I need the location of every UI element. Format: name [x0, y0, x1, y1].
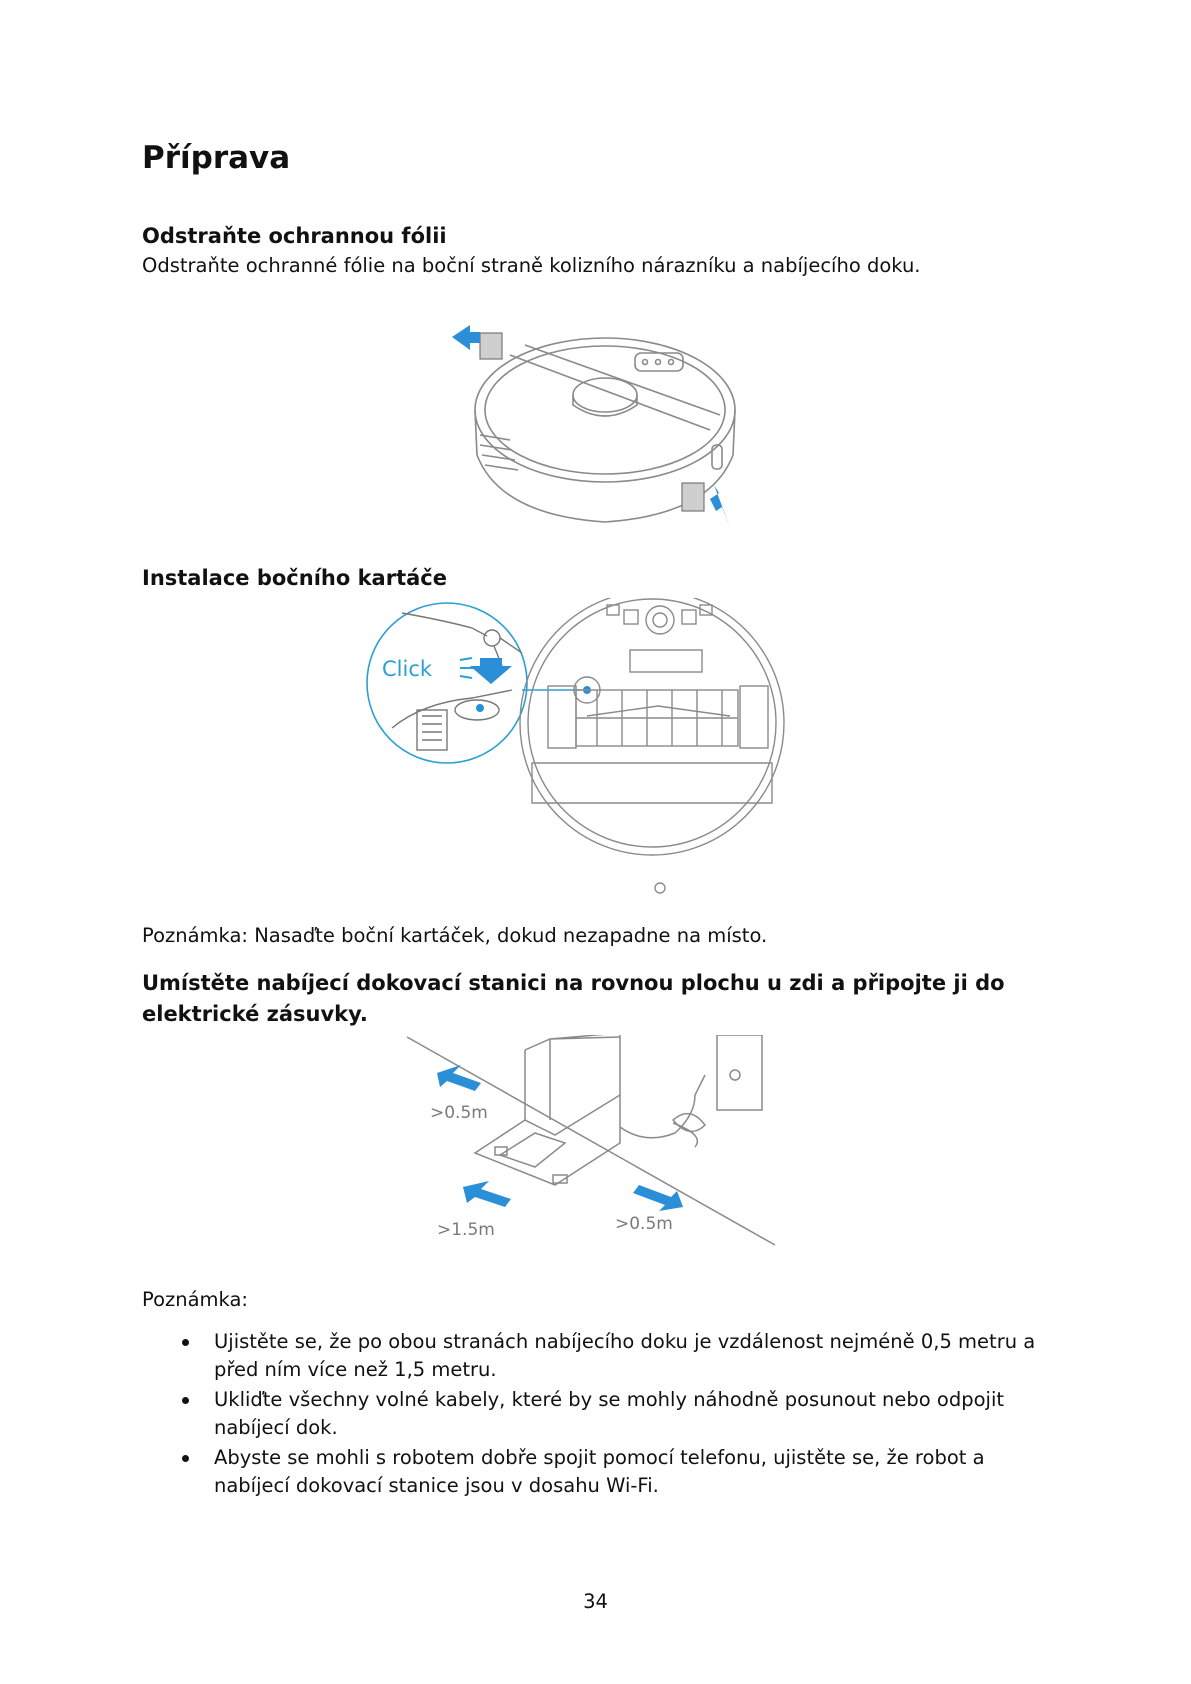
- heading-line-1: Umístěte nabíjecí dokovací stanici na rovnou plochu u zdi a připojte ji do: [142, 971, 1005, 995]
- list-item: [142, 1444, 1082, 1500]
- list-item-line: Ukliďte všechny volné kabely, které by se mohly náhodně posunout nebo odpojit: [214, 1388, 1005, 1411]
- robot-protective-film-illustration: [440, 315, 760, 540]
- arrow-side-icon: [437, 1065, 481, 1091]
- page-number: 34: [583, 1590, 608, 1613]
- heading-line-2: elektrické zásuvky.: [142, 1002, 368, 1026]
- section-text-remove-film: Odstraňte ochranné fólie na boční straně kolizního nárazníku a nabíjecího doku.: [142, 254, 921, 277]
- list-item-line: před ním více než 1,5 metru.: [214, 1358, 497, 1381]
- distance-front-label: >1.5m: [437, 1220, 495, 1240]
- bullet-icon: [182, 1397, 189, 1404]
- arrow-right-icon: [710, 485, 730, 527]
- distance-side-label: >0.5m: [430, 1103, 488, 1123]
- section-heading-side-brush: Instalace bočního kartáče: [142, 566, 447, 590]
- list-item: [142, 1386, 1082, 1442]
- note-label: Poznámka:: [142, 1288, 249, 1311]
- list-item-line: Ujistěte se, že po obou stranách nabíjecího doku je vzdálenost nejméně 0,5 metru a: [214, 1330, 1036, 1353]
- list-item-line: nabíjecí dok.: [214, 1416, 338, 1439]
- list-item-line: nabíjecí dokovací stanice jsou v dosahu Wi-Fi.: [214, 1474, 659, 1497]
- side-brush-installation-illustration: [362, 598, 832, 910]
- click-label: Click: [382, 657, 433, 681]
- list-item: [142, 1328, 1082, 1384]
- arrow-left-icon: [452, 325, 480, 350]
- note-side-brush: Poznámka: Nasaďte boční kartáček, dokud nezapadne na místo.: [142, 924, 768, 947]
- dock-placement-illustration: [405, 1035, 780, 1260]
- list-item-line: Abyste se mohli s robotem dobře spojit pomocí telefonu, ujistěte se, že robot a: [214, 1446, 985, 1469]
- section-heading-dock-placement: [142, 968, 1005, 1030]
- section-heading-remove-film: Odstraňte ochrannou fólii: [142, 224, 447, 248]
- notes-list: [142, 1328, 1082, 1502]
- distance-right-label: >0.5m: [615, 1214, 673, 1234]
- bullet-icon: [182, 1339, 189, 1346]
- arrow-front-icon: [463, 1181, 511, 1207]
- bullet-icon: [182, 1455, 189, 1462]
- page-title: Příprava: [142, 140, 291, 176]
